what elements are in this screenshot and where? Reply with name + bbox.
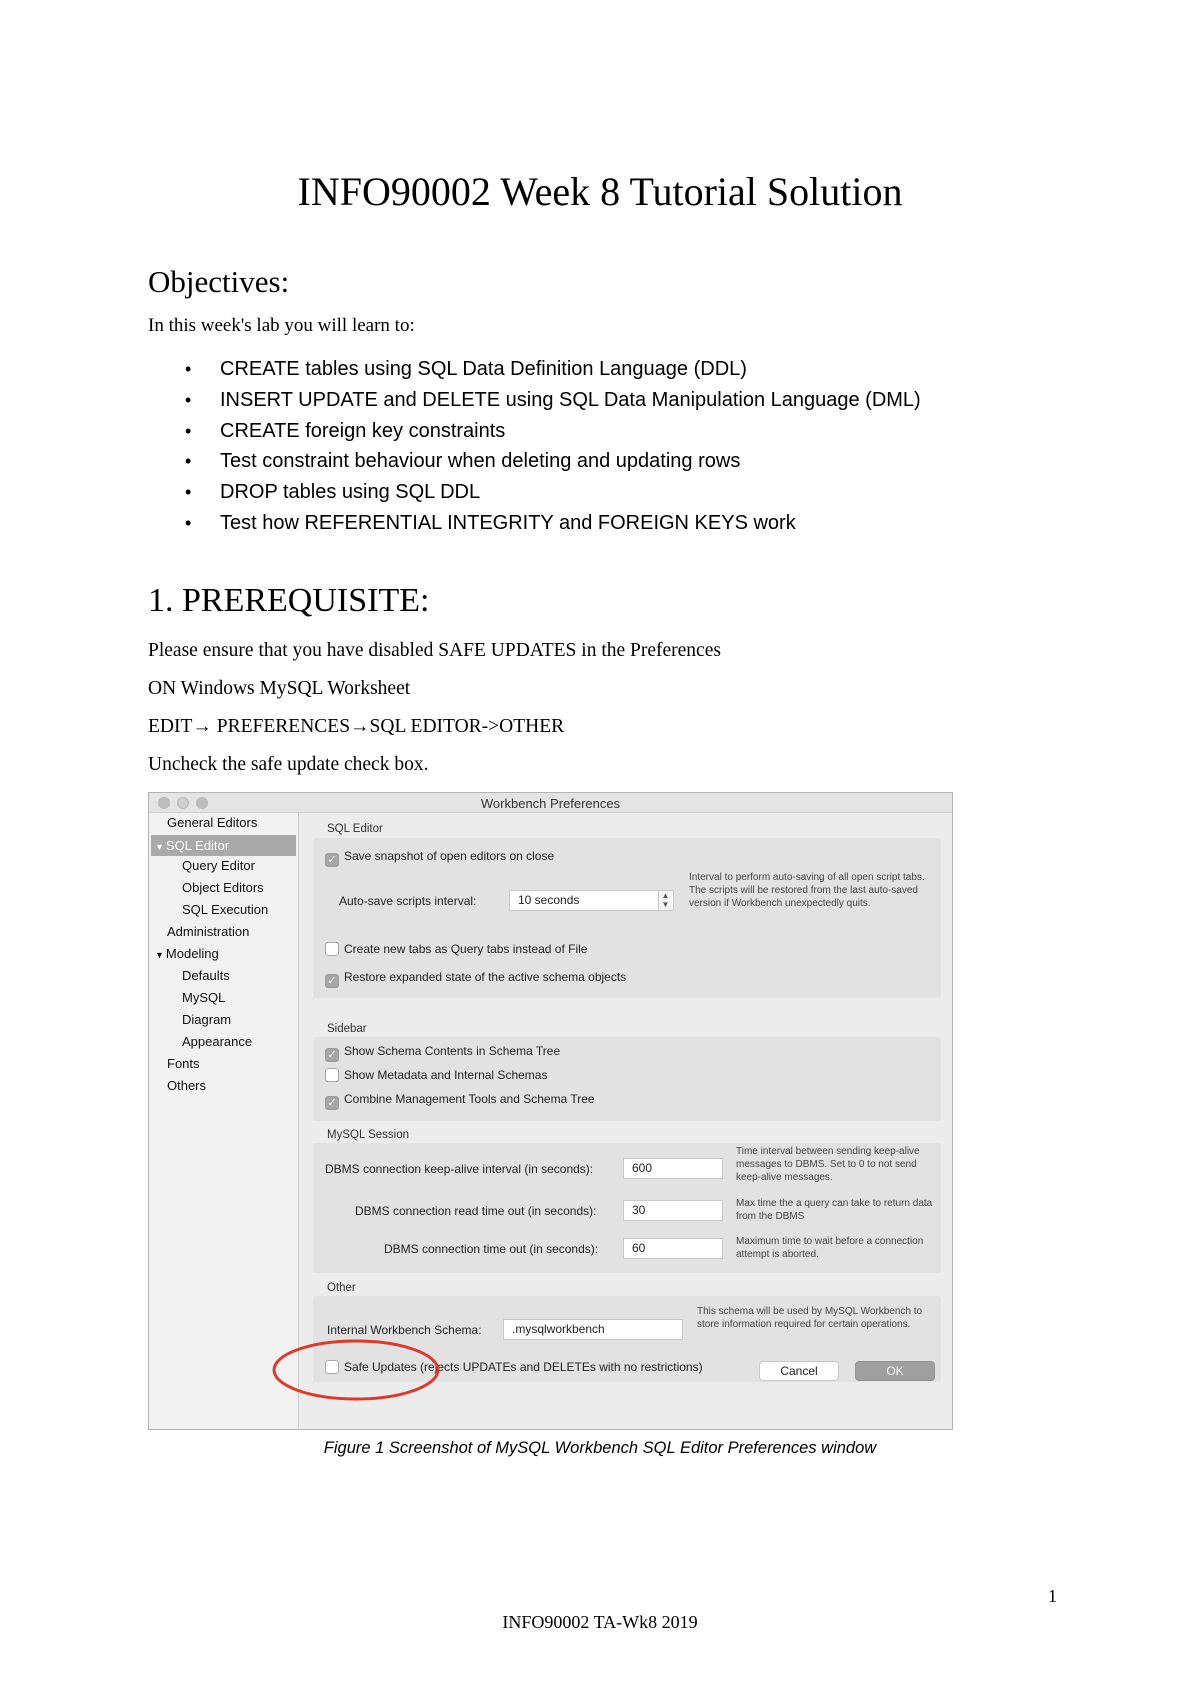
conn-timeout-input[interactable]: 60 <box>623 1238 723 1259</box>
autosave-interval-label: Auto-save scripts interval: <box>339 894 477 908</box>
sidebar-item-administration[interactable]: Administration <box>167 924 250 939</box>
prereq-line-4: Uncheck the safe update check box. <box>148 754 429 775</box>
show-metadata-option[interactable] <box>325 1068 547 1082</box>
ok-button[interactable]: OK <box>855 1361 935 1381</box>
highlight-ellipse <box>274 1341 438 1399</box>
sidebar-item-fonts[interactable]: Fonts <box>167 1056 200 1071</box>
list-item: • DROP tables using SQL DDL <box>185 477 921 508</box>
keepalive-input[interactable]: 600 <box>623 1158 723 1179</box>
mysql-session-section-label: MySQL Session <box>327 1129 410 1141</box>
checkbox-icon[interactable] <box>325 942 339 956</box>
check-icon[interactable]: ✓ <box>325 1096 339 1110</box>
list-item: • Test how REFERENTIAL INTEGRITY and FOREIGN KEYS work <box>185 508 921 539</box>
checkbox-icon[interactable] <box>325 1068 339 1082</box>
prerequisite-heading: 1. PREREQUISITE: <box>148 582 430 619</box>
read-timeout-input[interactable]: 30 <box>623 1200 723 1221</box>
sidebar-item-object-editors[interactable]: Object Editors <box>182 880 264 895</box>
restore-state-label: Restore expanded state of the active schema objects <box>344 970 627 984</box>
restore-state-option[interactable] <box>325 970 626 988</box>
page-title: INFO90002 Week 8 Tutorial Solution <box>297 169 903 214</box>
other-section-label: Other <box>327 1282 356 1294</box>
prereq-line-3: EDIT→ PREFERENCES→SQL EDITOR->OTHER <box>148 716 565 737</box>
list-item: • CREATE tables using SQL Data Definition Language (DDL) <box>185 354 921 385</box>
internal-schema-label: Internal Workbench Schema: <box>327 1323 482 1337</box>
sidebar-item-appearance[interactable]: Appearance <box>182 1034 253 1049</box>
read-timeout-label: DBMS connection read time out (in seconds): <box>355 1204 597 1218</box>
stepper-arrows-icon[interactable]: ▲ ▼ <box>658 891 672 910</box>
sidebar-item-sql-execution[interactable]: SQL Execution <box>182 902 269 917</box>
prereq-line-1: Please ensure that you have disabled SAFE UPDATES in the Preferences <box>148 640 721 661</box>
internal-schema-input[interactable]: .mysqlworkbench <box>503 1319 683 1340</box>
window-titlebar <box>149 793 952 813</box>
page-number: 1 <box>1048 1586 1057 1606</box>
show-metadata-label: Show Metadata and Internal Schemas <box>344 1068 548 1082</box>
sidebar-item-sql-editor[interactable] <box>151 835 296 856</box>
objectives-heading: Objectives: <box>148 264 290 299</box>
save-snapshot-option[interactable] <box>325 849 554 867</box>
show-schema-option[interactable] <box>325 1044 560 1062</box>
check-icon[interactable]: ✓ <box>325 1048 339 1062</box>
sidebar-item-modeling[interactable] <box>155 946 219 961</box>
prereq-line-2: ON Windows MySQL Worksheet <box>148 678 411 699</box>
sidebar-item-others[interactable]: Others <box>167 1078 207 1093</box>
sidebar-item-label: Modeling <box>165 946 219 961</box>
objectives-intro: In this week's lab you will learn to: <box>148 315 415 336</box>
read-timeout-help-text: Max time the a query can take to return data from the DBMS <box>736 1198 933 1222</box>
conn-timeout-label: DBMS connection time out (in seconds): <box>384 1242 599 1256</box>
check-icon[interactable]: ✓ <box>325 974 339 988</box>
list-item: • INSERT UPDATE and DELETE using SQL Data Manipulation Language (DML) <box>185 385 921 416</box>
window-title: Workbench Preferences <box>480 796 621 811</box>
figure-caption: Figure 1 Screenshot of MySQL Workbench SQL Editor Preferences window <box>323 1439 877 1457</box>
cancel-button[interactable]: Cancel <box>759 1361 839 1381</box>
new-tabs-option[interactable] <box>325 942 587 956</box>
list-item: • Test constraint behaviour when deleting and updating rows <box>185 446 921 477</box>
list-item: • CREATE foreign key constraints <box>185 416 921 447</box>
sidebar-item-general-editors[interactable]: General Editors <box>167 815 258 830</box>
sidebar-item-defaults[interactable]: Defaults <box>182 968 230 983</box>
autosave-interval-value: 10 seconds <box>518 893 580 907</box>
preferences-window-screenshot <box>148 792 953 1430</box>
autosave-interval-select[interactable] <box>509 890 674 911</box>
internal-schema-help-text: This schema will be used by MySQL Workbench to store information required for certain operations. <box>697 1306 923 1330</box>
sidebar-item-mysql[interactable]: MySQL <box>182 990 226 1005</box>
keepalive-label: DBMS connection keep-alive interval (in seconds): <box>325 1162 594 1176</box>
safe-updates-label: Safe Updates (rejects UPDATEs and DELETEs with no restrictions) <box>344 1360 703 1374</box>
save-snapshot-label: Save snapshot of open editors on close <box>344 849 555 863</box>
combine-tools-option[interactable] <box>325 1092 595 1110</box>
check-icon[interactable]: ✓ <box>325 853 339 867</box>
objectives-list <box>185 354 921 539</box>
sidebar-item-query-editor[interactable]: Query Editor <box>182 858 255 873</box>
page-footer: INFO90002 TA-Wk8 2019 <box>502 1612 698 1632</box>
conn-timeout-help-text: Maximum time to wait before a connection attempt is aborted. <box>736 1236 924 1260</box>
sidebar-item-label: SQL Editor <box>165 838 230 853</box>
new-tabs-label: Create new tabs as Query tabs instead of File <box>344 942 588 956</box>
keepalive-help-text: Time interval between sending keep-alive messages to DBMS. Set to 0 to not send keep-alive messages. <box>736 1146 920 1183</box>
expanded-triangle-icon[interactable]: ▼ <box>155 842 164 852</box>
highlight-circle-annotation <box>271 1338 441 1402</box>
autosave-help-text: Interval to perform auto-saving of all open script tabs. The scripts will be restored from the last auto-saved version if Workbench unexpectedly quits. <box>689 872 925 909</box>
show-schema-label: Show Schema Contents in Schema Tree <box>344 1044 561 1058</box>
sidebar-item-diagram[interactable]: Diagram <box>182 1012 232 1027</box>
combine-tools-label: Combine Management Tools and Schema Tree <box>344 1092 595 1106</box>
expanded-triangle-icon[interactable]: ▼ <box>155 950 164 960</box>
sidebar-section-label: Sidebar <box>327 1023 367 1035</box>
sql-editor-section-label: SQL Editor <box>327 823 383 835</box>
